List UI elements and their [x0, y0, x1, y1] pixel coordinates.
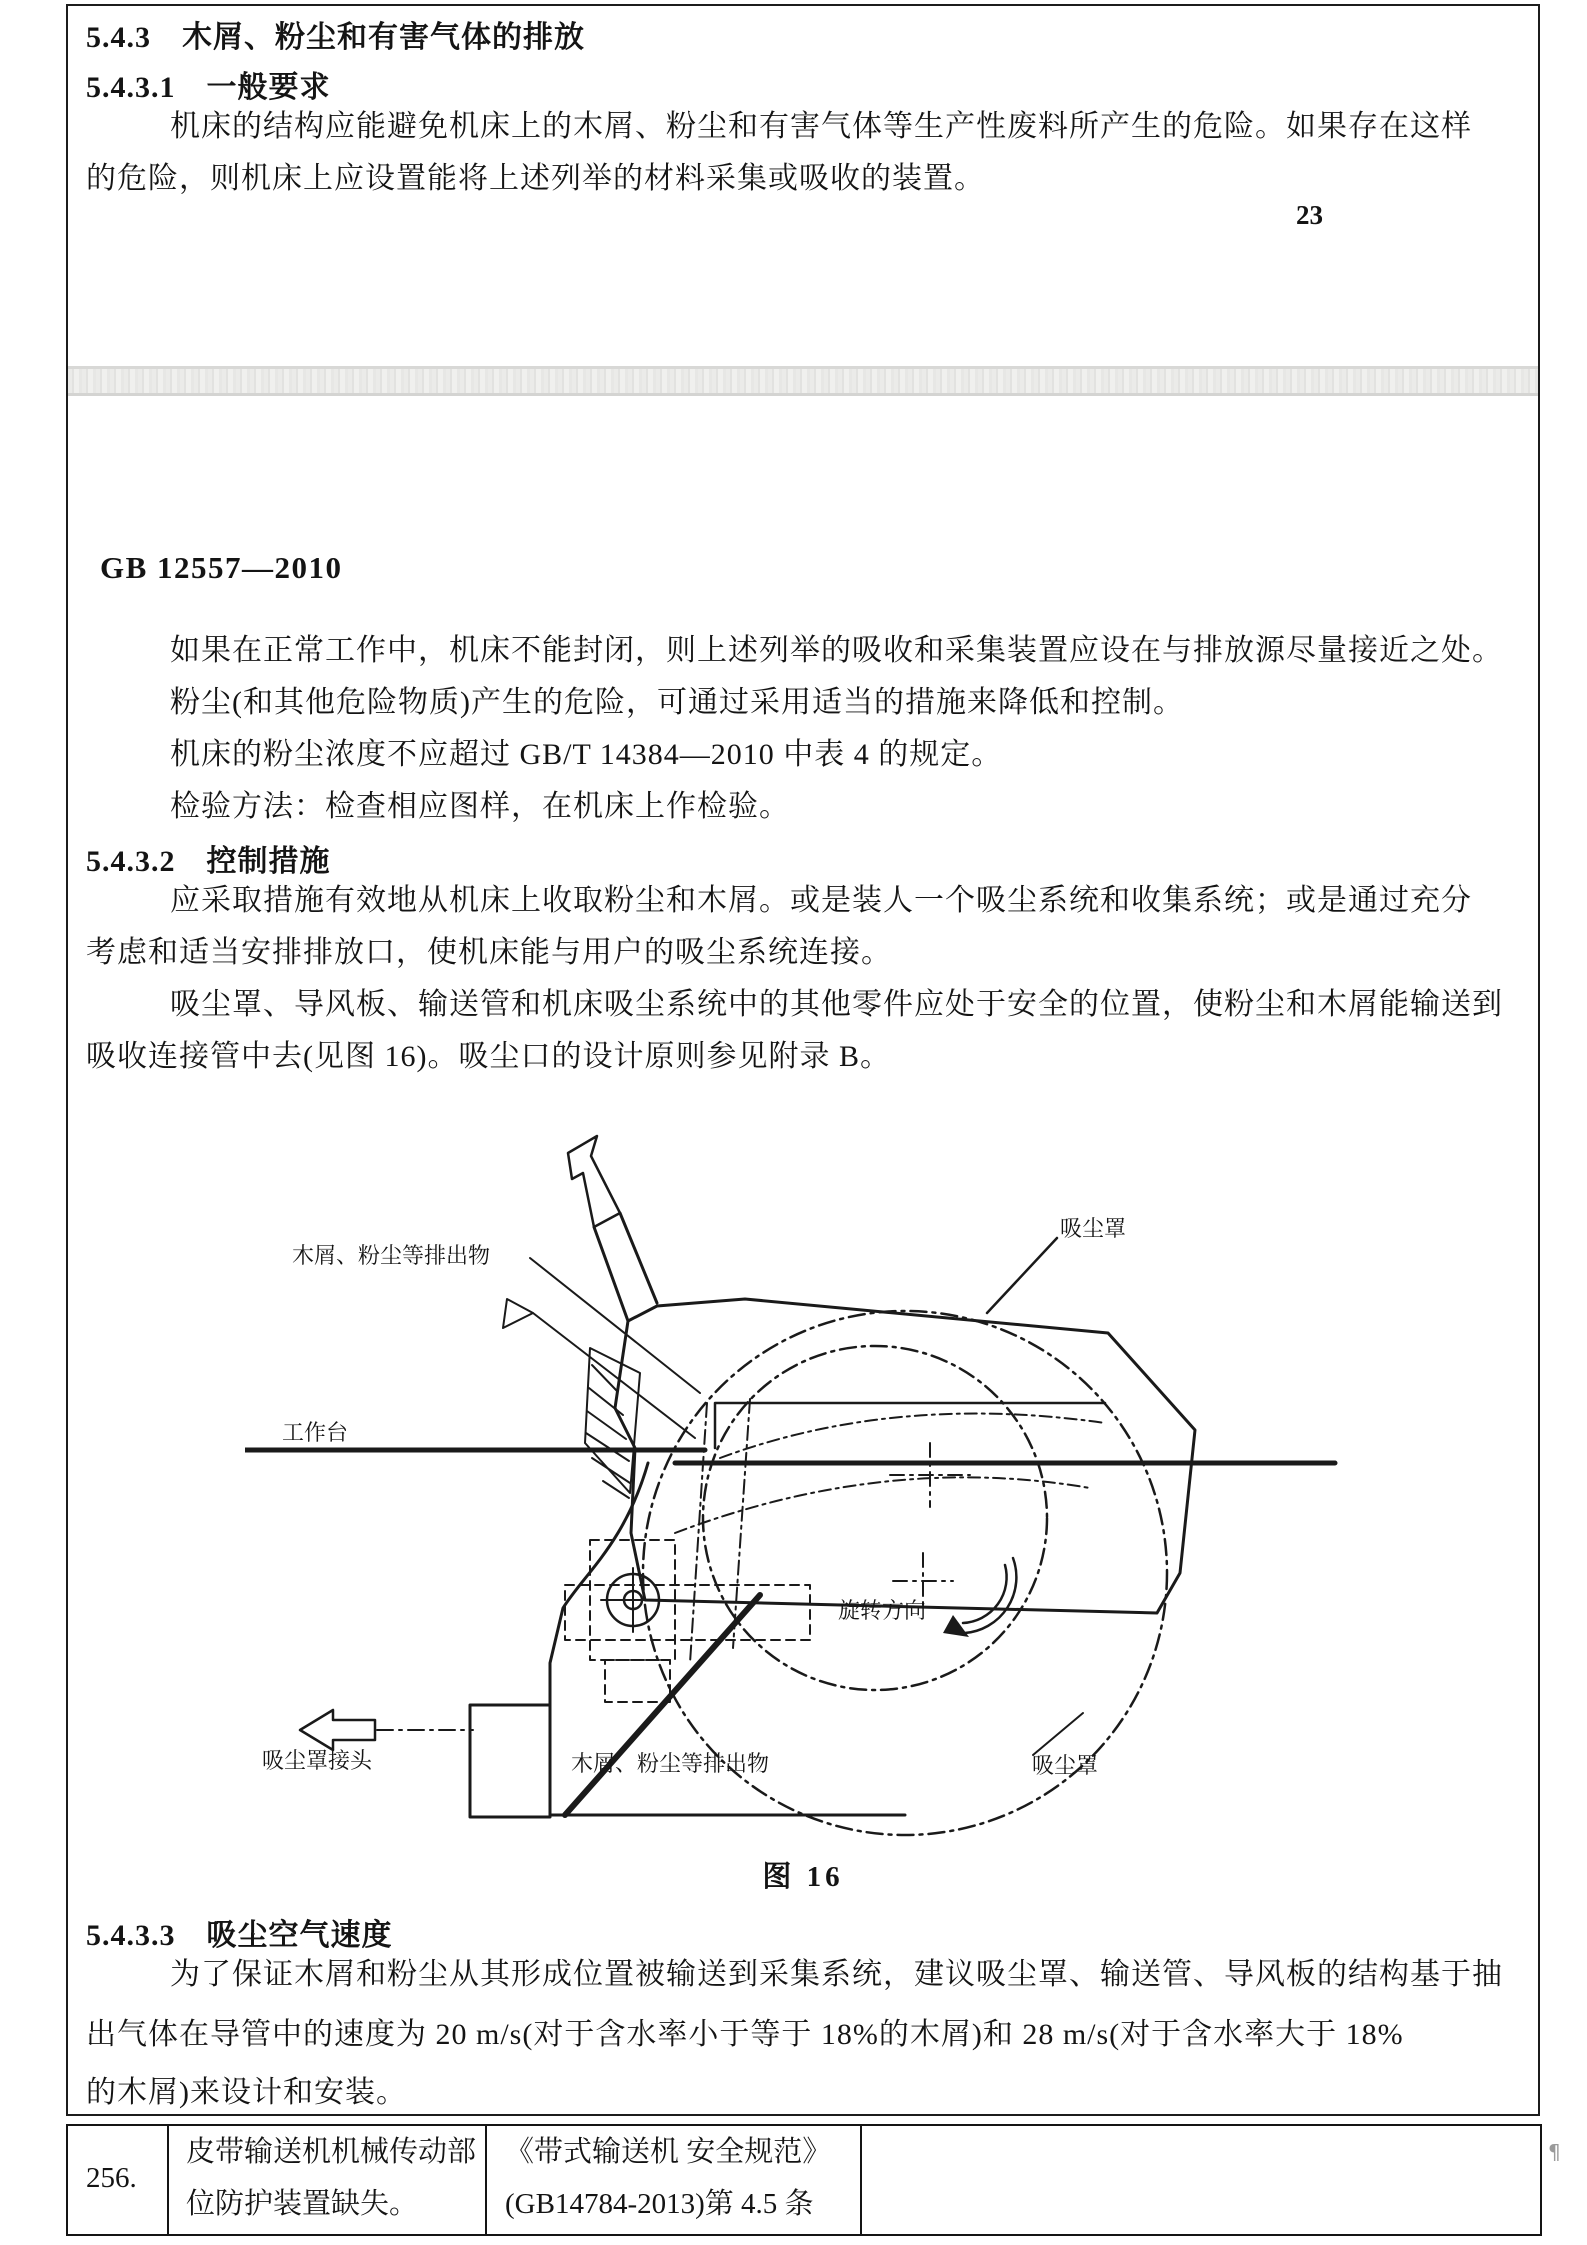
heading-5-4-3-2: 5.4.3.2 控制措施	[86, 845, 331, 878]
table-column-divider	[860, 2126, 862, 2234]
suction-duct	[470, 1705, 550, 1817]
exhaust-arrow-icon	[568, 1136, 620, 1227]
defect-cell-line: 位防护装置缺失。	[186, 2188, 419, 2220]
discharge-chute-line	[565, 1595, 760, 1815]
rotation-arrow	[963, 1565, 1007, 1623]
paragraph-line: 考虑和适当安排排放口，使机床能与用户的吸尘系统连接。	[86, 936, 892, 969]
center-crosshair	[890, 1443, 970, 1609]
table-column-divider	[167, 2126, 169, 2234]
page-number: 23	[1296, 200, 1323, 230]
paragraph-mark: ¶	[1548, 2140, 1561, 2164]
callout-arrowhead	[503, 1299, 533, 1328]
label-worktable: 工作台	[282, 1420, 349, 1445]
chute-line	[594, 1227, 628, 1321]
paragraph-line: 粉尘(和其他危险物质)产生的危险，可通过采用适当的措施来降低和控制。	[170, 686, 1184, 719]
defect-cell-line: 皮带输送机机械传动部	[186, 2136, 477, 2168]
label-rotation: 旋转方向	[838, 1598, 927, 1623]
label-hood-connector: 吸尘罩接头	[262, 1748, 373, 1773]
callout-line	[533, 1313, 695, 1438]
figure-caption: 图 16	[762, 1861, 844, 1893]
figure-16-diagram	[245, 1103, 1345, 1838]
debris-hatching	[586, 1365, 630, 1498]
standard-code: GB 12557—2010	[100, 550, 343, 585]
heading-5-4-3: 5.4.3 木屑、粉尘和有害气体的排放	[86, 21, 585, 54]
heading-5-4-3-1: 5.4.3.1 一般要求	[86, 71, 331, 104]
paragraph-line: 的危险，则机床上应设置能将上述列举的材料采集或吸收的装置。	[86, 162, 985, 195]
paragraph-line: 如果在正常工作中，机床不能封闭，则上述列举的吸收和采集装置应设在与排放源尽量接近之处。	[170, 634, 1503, 667]
callout-line	[987, 1238, 1057, 1313]
paragraph-line: 机床的粉尘浓度不应超过 GB/T 14384—2010 中表 4 的规定。	[170, 738, 1003, 771]
callout-line	[530, 1258, 700, 1393]
heading-5-4-3-3: 5.4.3.3 吸尘空气速度	[86, 1919, 393, 1952]
paragraph-line: 的木屑)来设计和安装。	[86, 2076, 407, 2109]
callout-line	[1033, 1713, 1083, 1755]
label-hood-top: 吸尘罩	[1060, 1216, 1127, 1241]
suction-flow-arrow-icon	[300, 1710, 375, 1750]
paragraph-line: 检验方法：检查相应图样，在机床上作检验。	[170, 790, 790, 823]
saw-blade-inner-circle	[703, 1346, 1047, 1690]
dust-hood-outline	[615, 1299, 1195, 1613]
paragraph-line: 为了保证木屑和粉尘从其形成位置被输送到采集系统，建议吸尘罩、输送管、导风板的结构基于抽	[170, 1958, 1503, 1991]
arbor-target-cross	[601, 1568, 665, 1632]
label-hood-bottom: 吸尘罩	[1032, 1753, 1099, 1778]
table-column-divider	[485, 2126, 487, 2234]
basis-cell-line: (GB14784-2013)第 4.5 条	[505, 2188, 814, 2220]
paragraph-line: 吸收连接管中去(见图 16)。吸尘口的设计原则参见附录 B。	[86, 1040, 891, 1073]
footer-table	[66, 2124, 1542, 2236]
rotation-arrowhead	[943, 1615, 969, 1637]
paragraph-line: 应采取措施有效地从机床上收取粉尘和木屑。或是装人一个吸尘系统和收集系统；或是通过充分	[170, 884, 1472, 917]
label-debris-bottom: 木屑、粉尘等排出物	[571, 1751, 770, 1776]
chute-line	[620, 1213, 657, 1303]
blade-arc	[675, 1477, 1090, 1533]
basis-cell-line: 《带式输送机 安全规范》	[505, 2136, 832, 2168]
scan-seam-band	[68, 366, 1538, 396]
paragraph-line: 机床的结构应能避免机床上的木屑、粉尘和有害气体等生产性废料所产生的危险。如果存在这样	[170, 110, 1472, 143]
row-index-cell: 256.	[86, 2162, 137, 2194]
paragraph-line: 吸尘罩、导风板、输送管和机床吸尘系统中的其他零件应处于安全的位置，使粉尘和木屑能输送到	[170, 988, 1503, 1021]
blade-arc	[720, 1414, 1105, 1458]
blade-slot-line	[690, 1403, 707, 1663]
paragraph-line: 出气体在导管中的速度为 20 m/s(对于含水率小于等于 18%的木屑)和 28 m/s(对于含水率大于 18%	[86, 2018, 1404, 2051]
label-debris-top: 木屑、粉尘等排出物	[292, 1243, 491, 1268]
